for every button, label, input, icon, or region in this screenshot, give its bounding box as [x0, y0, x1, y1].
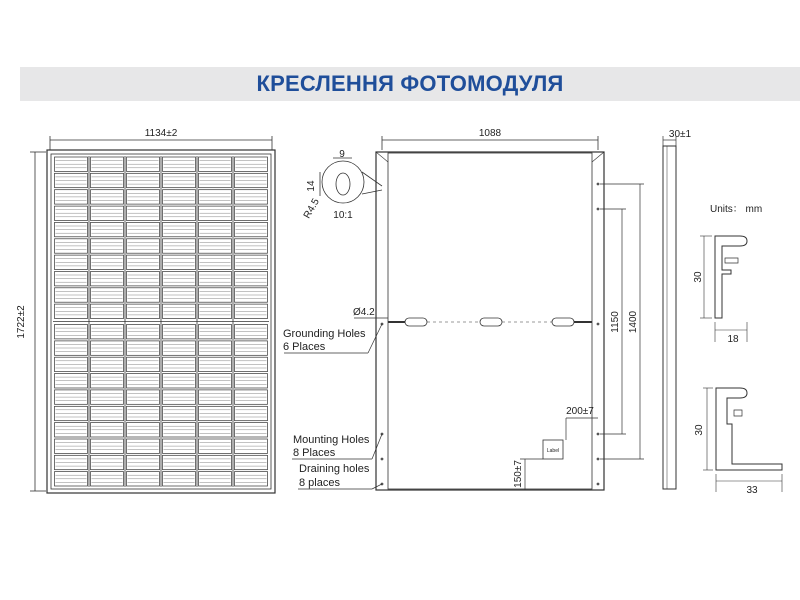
profile-bottom-outline — [716, 388, 782, 470]
hole-diameter-label: Ø4.2 — [353, 307, 375, 318]
front-view — [30, 136, 275, 493]
mounting-holes-count: 8 Places — [293, 447, 336, 459]
mounting-hole — [597, 208, 600, 211]
dim-150-label: 150±7 — [513, 460, 524, 488]
dim-200-label: 200±7 — [566, 406, 594, 417]
slot-detail — [320, 158, 382, 203]
back-corner-tr — [592, 152, 604, 162]
profile-bottom-slot — [734, 410, 742, 416]
profile-top-outline — [715, 236, 747, 318]
profile-top-slot — [725, 258, 738, 263]
draining-holes-count: 8 places — [299, 477, 340, 489]
back-inner-frame — [388, 153, 592, 489]
profile-bottom — [703, 388, 782, 492]
detail-width-label: 9 — [339, 149, 345, 160]
label-box-text: Label — [546, 448, 560, 454]
dim-1150-label: 1150 — [610, 311, 621, 333]
draining-holes-label: Draining holes — [299, 463, 370, 475]
front-height-label: 1722±2 — [16, 305, 27, 339]
detail-height-label: 14 — [306, 180, 317, 192]
profile-top-height-label: 30 — [693, 271, 704, 283]
profile-top — [700, 236, 747, 342]
back-outer-frame — [376, 152, 604, 490]
mounting-hole — [597, 458, 600, 461]
back-width-label: 1088 — [478, 128, 502, 139]
detail-leader-top — [362, 172, 382, 186]
front-width-label: 1134±2 — [144, 128, 178, 139]
detail-circle — [322, 161, 364, 203]
grounding-holes-label: Grounding Holes — [283, 328, 366, 340]
grounding-holes-count: 6 Places — [283, 341, 326, 353]
profile-bottom-height-label: 30 — [694, 424, 705, 436]
side-frame — [663, 146, 676, 489]
holes — [381, 183, 600, 486]
mounting-hole — [381, 458, 384, 461]
draining-hole — [597, 483, 600, 486]
grounding-hole — [597, 323, 600, 326]
leader-mounting — [372, 434, 382, 459]
detail-scale-label: 10:1 — [333, 210, 353, 221]
side-view — [663, 136, 676, 489]
mounting-hole — [597, 433, 600, 436]
detail-leader-bottom — [362, 190, 382, 194]
detail-slot — [336, 173, 350, 195]
back-corner-tl — [376, 152, 388, 162]
junction-box-center — [480, 318, 502, 326]
leader-draining — [372, 484, 382, 489]
profile-top-width-label: 18 — [727, 334, 739, 345]
mounting-hole — [597, 183, 600, 186]
profile-bottom-width-label: 33 — [746, 485, 758, 496]
leader-grounding — [368, 324, 382, 353]
junction-box-right — [552, 318, 574, 326]
detail-radius-label: R4.5 — [301, 196, 322, 221]
dim-1400-label: 1400 — [628, 310, 639, 334]
junction-box-left — [405, 318, 427, 326]
cell-grid — [53, 156, 269, 487]
side-thickness-label: 30±1 — [668, 129, 692, 140]
units-label: Units： mm — [710, 204, 763, 215]
mounting-holes-label: Mounting Holes — [293, 434, 370, 446]
page-title: КРЕСЛЕННЯ ФОТОМОДУЛЯ — [256, 71, 564, 96]
